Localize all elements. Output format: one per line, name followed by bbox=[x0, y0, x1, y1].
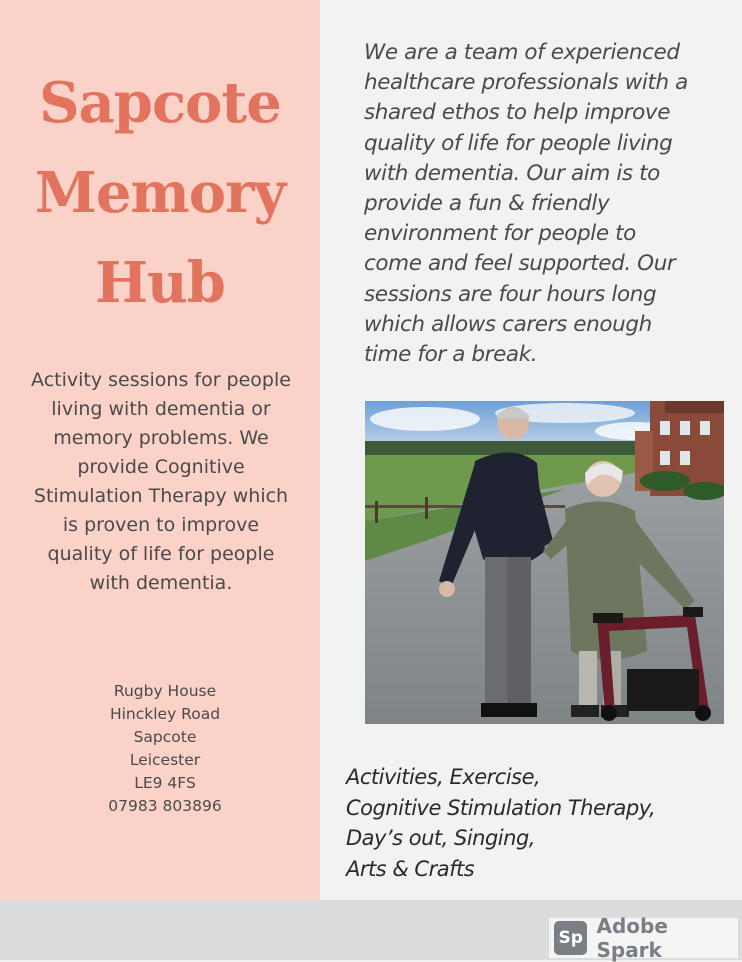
about-line: come and feel supported. Our bbox=[364, 251, 676, 277]
about-line: quality of life for people living bbox=[364, 130, 673, 156]
title-line-3: Hub bbox=[95, 250, 225, 316]
about-line: provide a fun & friendly bbox=[364, 191, 610, 217]
address-line-city: Leicester bbox=[129, 751, 201, 769]
adobe-spark-label: Adobe Spark bbox=[596, 914, 668, 962]
adobe-spark-badge[interactable] bbox=[549, 914, 738, 962]
page-title bbox=[0, 58, 320, 328]
about-line: shared ethos to help improve bbox=[364, 100, 671, 126]
about-line: We are a team of experienced bbox=[364, 40, 680, 65]
about-line: healthcare professionals with a bbox=[364, 70, 688, 96]
address-line-building: Rugby House bbox=[113, 682, 217, 700]
activities-line: Arts & Crafts bbox=[346, 856, 475, 881]
intro-text: Activity sessions for people living with dementia or memory problems. We provide Cognitive Stimulation Therapy which is proven to improve quality of life for people with dementia. bbox=[31, 369, 291, 594]
address-block bbox=[60, 680, 270, 818]
address-line-street: Hinckley Road bbox=[109, 705, 221, 723]
activities-line: Cognitive Stimulation Therapy, bbox=[346, 795, 656, 820]
about-line: sessions are four hours long bbox=[364, 281, 657, 307]
activities-list bbox=[346, 762, 736, 884]
about-line: which allows carers enough bbox=[364, 311, 652, 337]
title-line-2: Memory bbox=[34, 160, 286, 226]
activities-line: Day’s out, Singing, bbox=[346, 826, 535, 850]
about-line: environment for people to bbox=[364, 221, 636, 247]
title-line-1: Sapcote bbox=[39, 70, 281, 136]
address-line-phone: 07983 803896 bbox=[108, 797, 222, 815]
about-line: with dementia. Our aim is to bbox=[364, 160, 660, 186]
about-text bbox=[364, 38, 724, 370]
activities-line: Activities, Exercise, bbox=[346, 765, 541, 789]
adobe-spark-logo-icon: Sp bbox=[554, 921, 587, 955]
about-line: time for a break. bbox=[364, 342, 538, 368]
address-line-village: Sapcote bbox=[133, 728, 197, 746]
address-line-postcode: LE9 4FS bbox=[134, 774, 196, 792]
photo-couple-walking bbox=[365, 401, 724, 724]
